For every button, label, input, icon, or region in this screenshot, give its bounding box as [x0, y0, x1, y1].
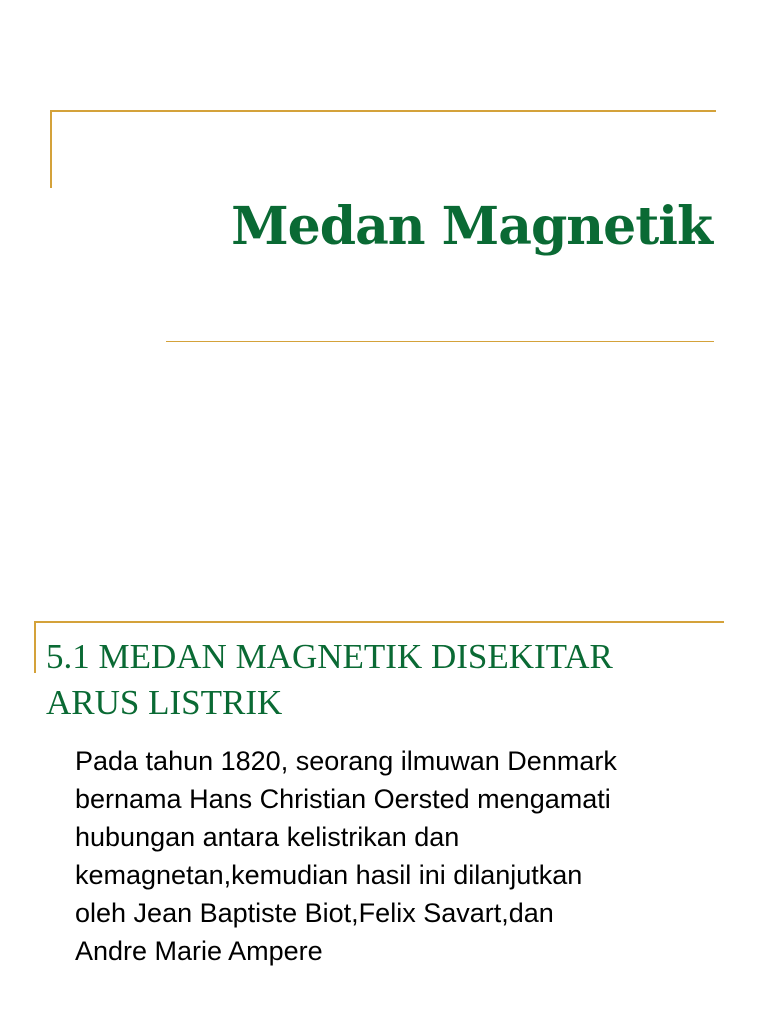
section-heading-line: ARUS LISTRIK	[46, 683, 283, 722]
paragraph-line: bernama Hans Christian Oersted mengamati	[75, 784, 611, 814]
title-bottom-rule	[166, 341, 714, 342]
paragraph-line: Andre Marie Ampere	[75, 936, 323, 966]
paragraph-line: kemagnetan,kemudian hasil ini dilanjutkan	[75, 860, 583, 890]
section-left-rule	[34, 621, 36, 673]
body-paragraph	[75, 742, 745, 970]
paragraph-line: Pada tahun 1820, seorang ilmuwan Denmark	[75, 746, 617, 776]
paragraph-line: oleh Jean Baptiste Biot,Felix Savart,dan	[75, 898, 554, 928]
page-title: Medan Magnetik	[231, 196, 712, 257]
title-top-rule	[50, 110, 716, 112]
paragraph-line: hubungan antara kelistrikan dan	[75, 822, 460, 852]
section-top-rule	[34, 621, 724, 623]
section-heading	[46, 634, 736, 726]
section-heading-line: 5.1 MEDAN MAGNETIK DISEKITAR	[46, 637, 613, 676]
title-left-rule	[50, 110, 52, 188]
